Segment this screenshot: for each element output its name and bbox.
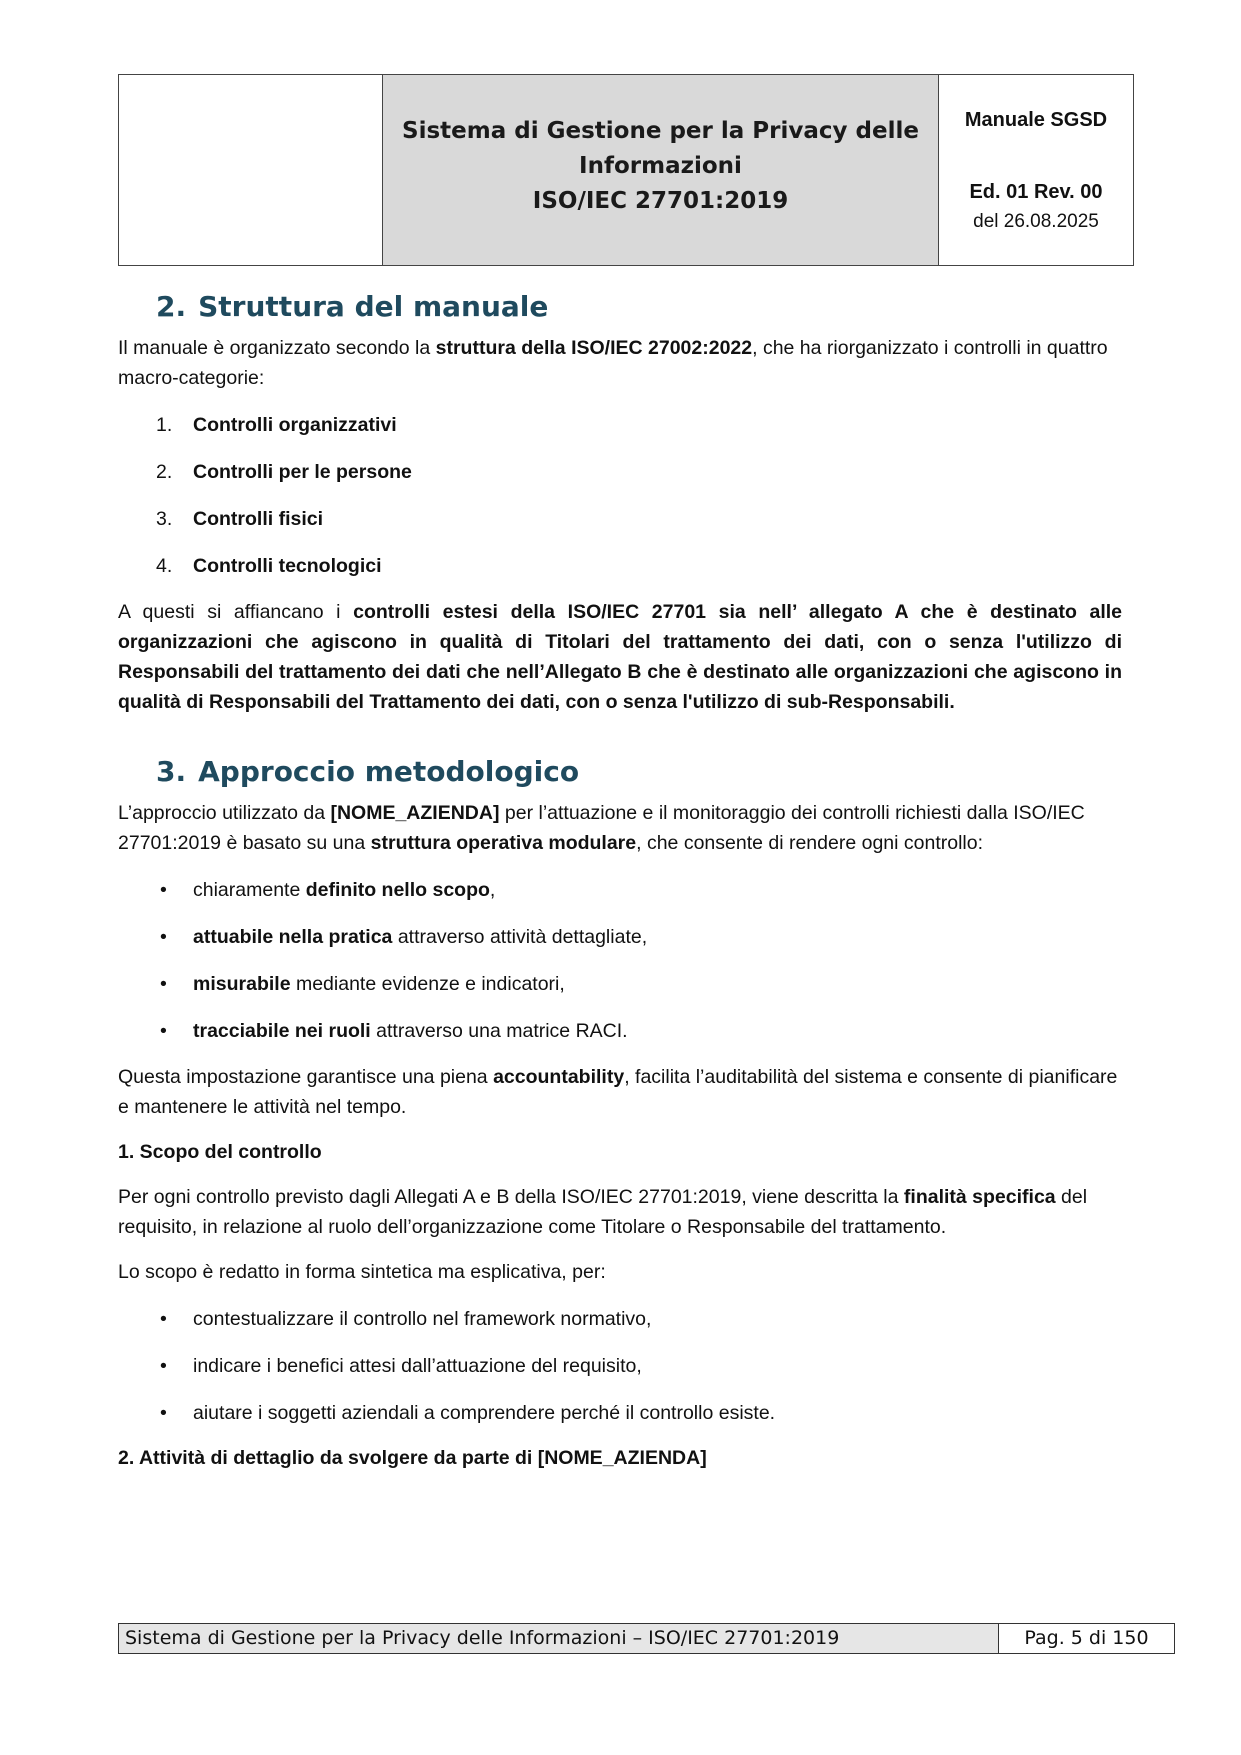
list-item: • tracciabile nei ruoli attraverso una matrice RACI. xyxy=(160,1020,628,1042)
subheading-scope: 1. Scopo del controllo xyxy=(118,1141,322,1163)
header-title xyxy=(383,75,939,265)
list-item: • aiutare i soggetti aziendali a comprendere perché il controllo esiste. xyxy=(160,1402,776,1424)
accountability-paragraph: Questa impostazione garantisce una piena accountability, facilita l’auditabilità del sistema e consente di pianificare e mantenere le attività nel tempo. xyxy=(118,1066,1118,1118)
logo-cell xyxy=(119,75,383,265)
list-item: • chiaramente definito nello scopo, xyxy=(160,879,496,901)
control-properties-list xyxy=(118,875,1122,1046)
page-content xyxy=(118,290,1122,1473)
page-footer xyxy=(118,1623,1175,1654)
list-item: • indicare i benefici attesi dall’attuazione del requisito, xyxy=(160,1355,642,1377)
list-item: • contestualizzare il controllo nel framework normativo, xyxy=(160,1308,652,1330)
list-item: 1. Controlli organizzativi xyxy=(156,414,397,436)
scope-summary: Lo scopo è redatto in forma sintetica ma esplicativa, per: xyxy=(118,1261,606,1283)
page-number: Pag. 5 di 150 xyxy=(1024,1627,1149,1649)
subheading-detail-activities: 2. Attività di dettaglio da svolgere da parte di [NOME_AZIENDA] xyxy=(118,1447,707,1469)
header-meta xyxy=(939,75,1133,265)
document-header-table xyxy=(118,74,1134,266)
section-2-extended-controls: A questi si affiancano i controlli estesi della ISO/IEC 27701 sia nell’ allegato A che è destinato alle organizzazioni che agiscono in qualità di Titolari del trattamento dei dati, con o senza l'utilizzo di Responsabili del trattamento dei dati che nell’Allegato B che è destinato alle organizzazioni che agiscono in qualità di Responsabili del Trattamento dei dati, con o senza l'utilizzo di sub-Responsabili. xyxy=(118,601,1123,713)
section-2-intro: Il manuale è organizzato secondo la struttura della ISO/IEC 27002:2022, che ha riorganizzato i controlli in quattro macro-categorie: xyxy=(118,337,1108,389)
header-title-line-2: Informazioni xyxy=(579,152,742,179)
scope-paragraph: Per ogni controllo previsto dagli Allegati A e B della ISO/IEC 27701:2019, viene descritta la finalità specifica del requisito, in relazione al ruolo dell’organizzazione come Titolare o Responsabile del trattamento. xyxy=(118,1186,1088,1238)
list-item: • misurabile mediante evidenze e indicatori, xyxy=(160,973,565,995)
section-3-heading: 3. Approccio metodologico xyxy=(156,755,580,788)
list-item: • attuabile nella pratica attraverso attività dettagliate, xyxy=(160,926,648,948)
header-title-line-1: Sistema di Gestione per la Privacy delle xyxy=(402,117,919,144)
list-item: 3. Controlli fisici xyxy=(156,508,324,530)
list-item: 4. Controlli tecnologici xyxy=(156,555,382,577)
edition-label: Ed. 01 Rev. 00 xyxy=(969,181,1103,203)
scope-purpose-list xyxy=(118,1304,1122,1428)
list-item: 2. Controlli per le persone xyxy=(156,461,412,483)
section-3-intro: L’approccio utilizzato da [NOME_AZIENDA] per l’attuazione e il monitoraggio dei controlli richiesti dalla ISO/IEC 27701:2019 è basato su una struttura operativa modulare, che consente di rendere ogni controllo: xyxy=(118,802,1085,854)
header-title-line-3: ISO/IEC 27701:2019 xyxy=(532,187,789,214)
date-label: del 26.08.2025 xyxy=(973,211,1099,232)
macro-category-list xyxy=(118,410,1122,581)
section-2-heading: 2. Struttura del manuale xyxy=(156,290,549,323)
manual-label: Manuale SGSD xyxy=(964,109,1108,131)
footer-title: Sistema di Gestione per la Privacy delle Informazioni – ISO/IEC 27701:2019 xyxy=(119,1624,999,1653)
